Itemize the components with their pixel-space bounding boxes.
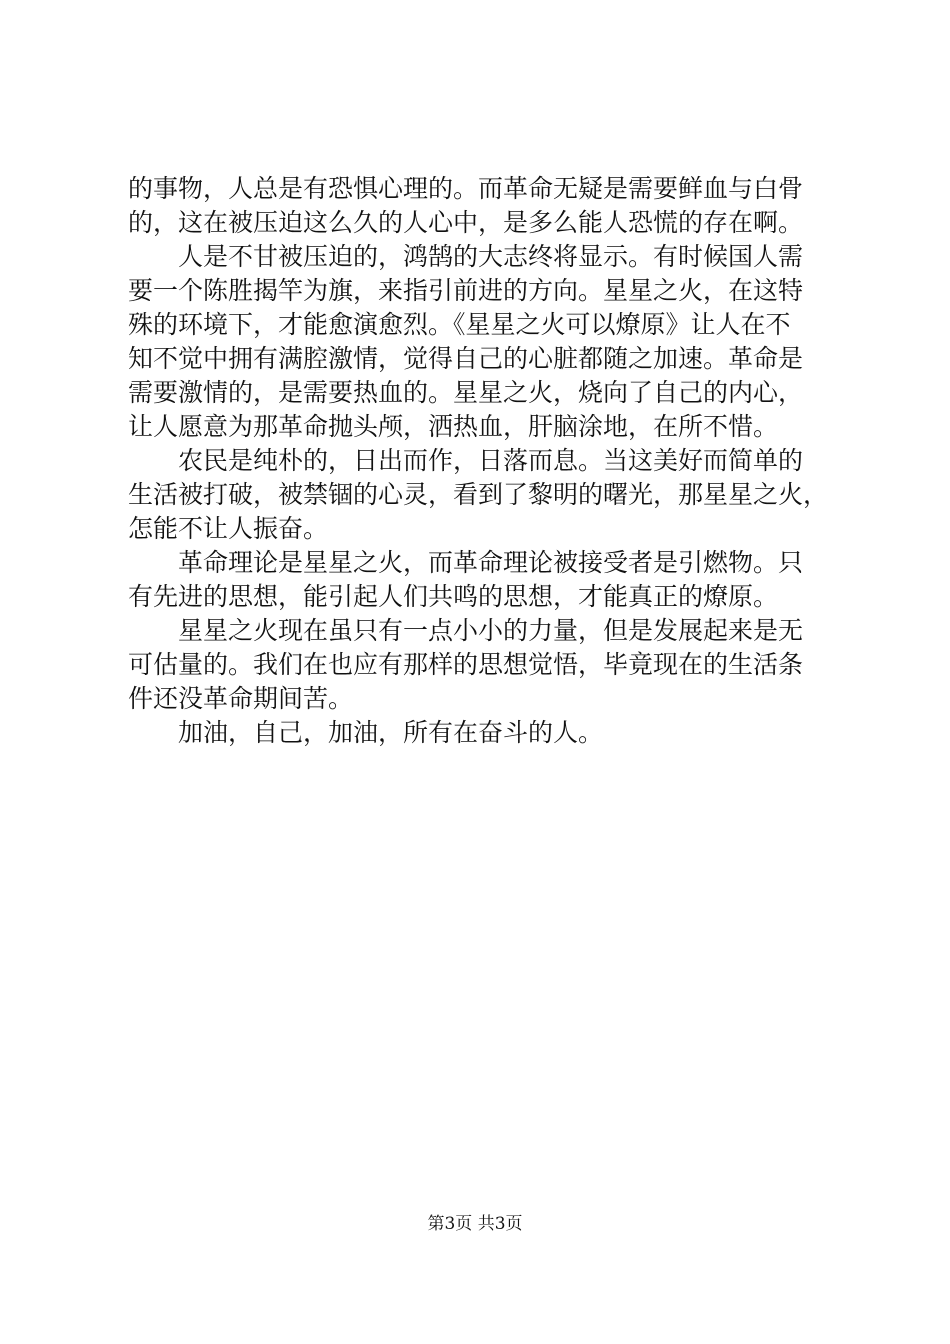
text-line: 需要激情的，是需要热血的。星星之火，烧向了自己的内心， <box>128 378 804 407</box>
text-line: 生活被打破，被禁锢的心灵，看到了黎明的曙光，那星星之火， <box>128 480 829 509</box>
text-line: 要一个陈胜揭竿为旗，来指引前进的方向。星星之火，在这特 <box>128 276 804 305</box>
text-line: 星星之火现在虽只有一点小小的力量，但是发展起来是无 <box>128 616 804 645</box>
text-line: 知不觉中拥有满腔激情，觉得自己的心脏都随之加速。革命是 <box>128 344 804 373</box>
text-line: 可估量的。我们在也应有那样的思想觉悟，毕竟现在的生活条 <box>128 650 804 679</box>
page-footer: 第3页 共3页 <box>427 1214 523 1234</box>
text-line: 加油，自己，加油，所有在奋斗的人。 <box>128 718 604 747</box>
text-line: 怎能不让人振奋。 <box>128 514 329 543</box>
text-line: 殊的环境下，才能愈演愈烈。《星星之火可以燎原》让人在不 <box>128 310 791 339</box>
text-line: 让人愿意为那革命抛头颅，洒热血，肝脑涂地，在所不惜。 <box>128 412 779 441</box>
text-line: 革命理论是星星之火，而革命理论被接受者是引燃物。只 <box>128 548 804 577</box>
text-line: 人是不甘被压迫的，鸿鹄的大志终将显示。有时候国人需 <box>128 242 804 271</box>
body-text <box>128 172 840 750</box>
text-line: 的事物，人总是有恐惧心理的。而革命无疑是需要鲜血与白骨 <box>128 174 804 203</box>
text-line: 农民是纯朴的，日出而作，日落而息。当这美好而简单的 <box>128 446 804 475</box>
text-line: 有先进的思想，能引起人们共鸣的思想，才能真正的燎原。 <box>128 582 779 611</box>
text-line: 件还没革命期间苦。 <box>128 684 354 713</box>
text-line: 的，这在被压迫这么久的人心中，是多么能人恐慌的存在啊。 <box>128 208 804 237</box>
